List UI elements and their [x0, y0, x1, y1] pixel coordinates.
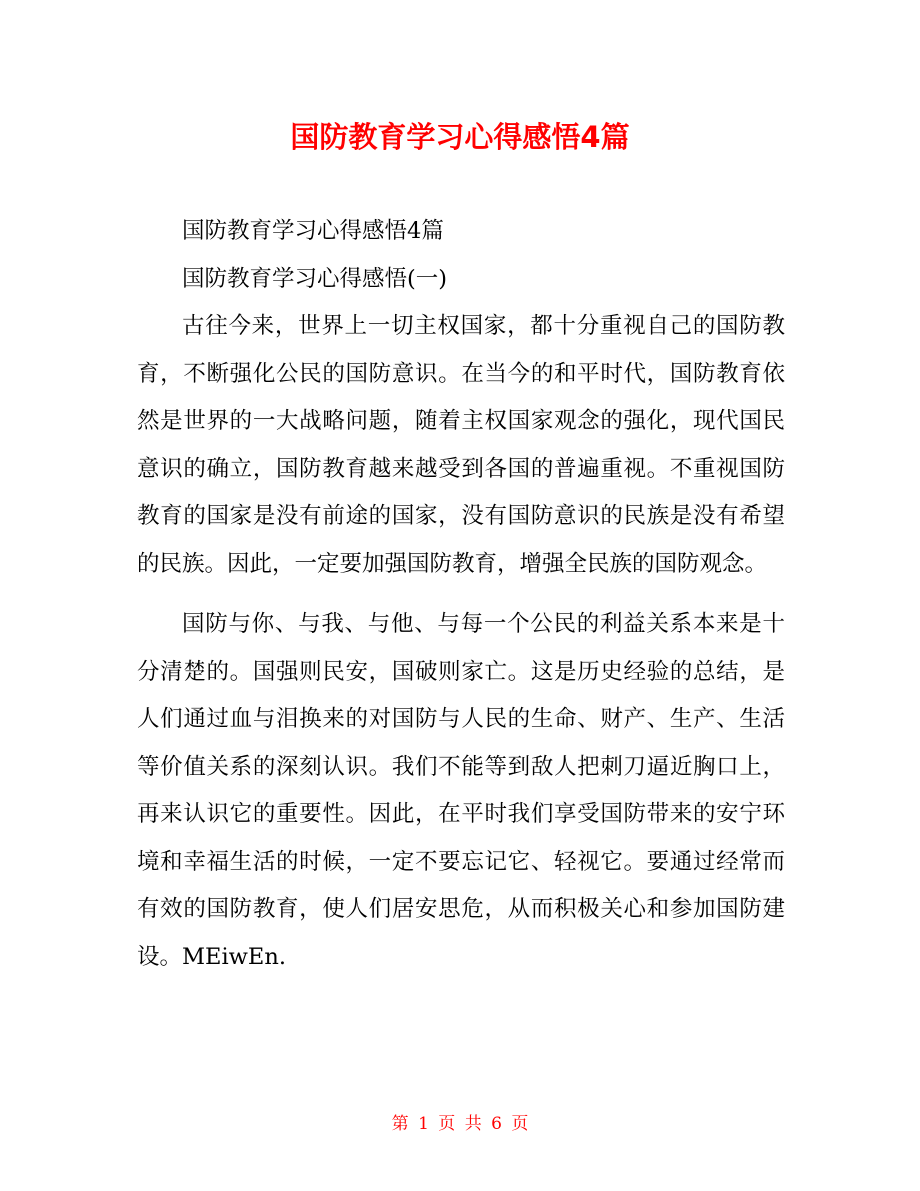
body-paragraph: 国防与你、与我、与他、与每一个公民的利益关系本来是十分清楚的。国强则民安，国破则家亡。这是历史经验的总结，是人们通过血与泪换来的对国防与人民的生命、财产、生产、生活等价值关系的深刻认识。我们不能等到敌人把刺刀逼近胸口上，再来认识它的重要性。因此，在平时我们享受国防带来的安宁环境和幸福生活的时候，一定不要忘记它、轻视它。要通过经常而有效的国防教育，使人们居安思危，从而积极关心和参加国防建设。MEiwEn. — [137, 611, 785, 970]
page-number-footer: 第 1 页 共 6 页 — [391, 1114, 529, 1134]
body-paragraph: 古往今来，世界上一切主权国家，都十分重视自己的国防教育，不断强化公民的国防意识。在当今的和平时代，国防教育依然是世界的一大战略问题，随着主权国家观念的强化，现代国民意识的确立，国防教育越来越受到各国的普遍重视。不重视国防教育的国家是没有前途的国家，没有国防意识的民族是没有希望的民族。因此，一定要加强国防教育，增强全民族的国防观念。 — [137, 313, 785, 577]
document-title: 国防教育学习心得感悟4篇 — [290, 120, 630, 154]
body-heading: 国防教育学习心得感悟4篇 — [182, 218, 444, 244]
section-heading: 国防教育学习心得感悟(一) — [182, 265, 448, 292]
document-body — [137, 208, 785, 981]
